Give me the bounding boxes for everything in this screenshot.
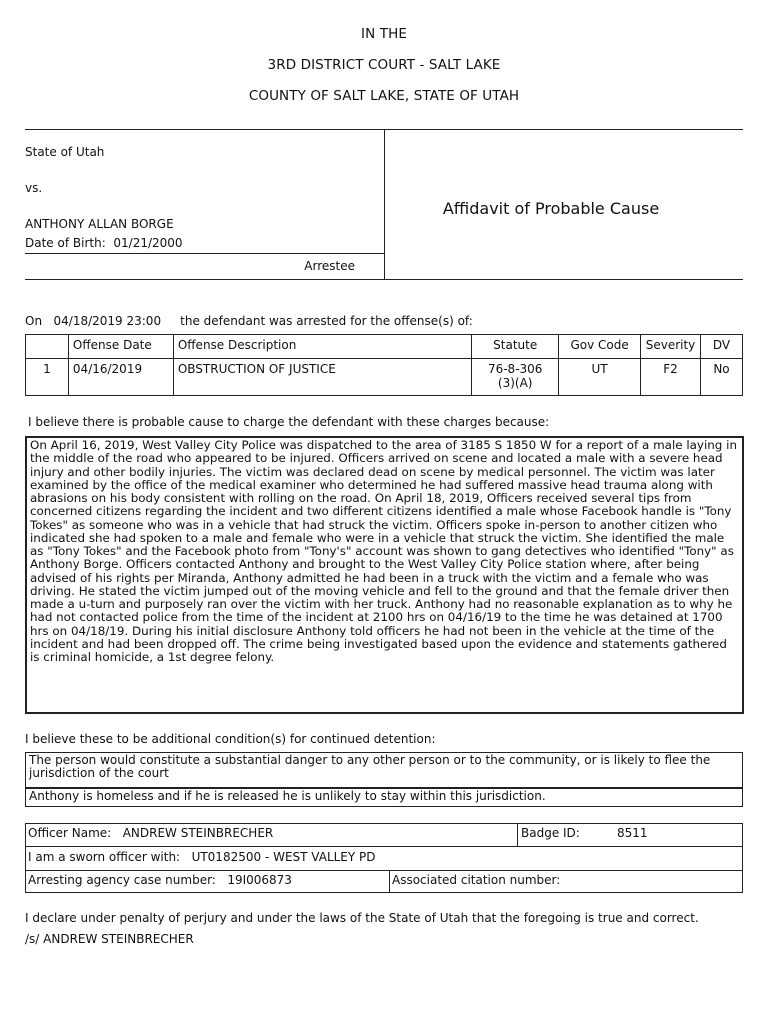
offenses-table bbox=[25, 334, 743, 396]
col-header-dv: DV bbox=[701, 335, 743, 359]
col-header-gov-code: Gov Code bbox=[559, 335, 641, 359]
detention-intro: I believe these to be additional condition(s) for continued detention: bbox=[25, 732, 436, 746]
offense-severity: F2 bbox=[641, 359, 701, 396]
signature: /s/ ANDREW STEINBRECHER bbox=[25, 932, 194, 946]
case-number bbox=[28, 873, 292, 887]
case-number-label: Arresting agency case number: bbox=[28, 873, 216, 887]
document-title: Affidavit of Probable Cause bbox=[442, 199, 660, 218]
arrest-datetime: 04/18/2019 23:00 bbox=[53, 314, 162, 328]
probable-cause-intro: I believe there is probable cause to charge the defendant with these charges because: bbox=[28, 415, 550, 429]
offense-statute: 76-8-306(3)(A) bbox=[472, 359, 559, 396]
col-header-number bbox=[26, 335, 69, 359]
dob-label: Date of Birth: bbox=[25, 236, 106, 250]
offense-gov-code: UT bbox=[559, 359, 641, 396]
officer-name-label: Officer Name: bbox=[28, 826, 112, 840]
col-header-offense-description: Offense Description bbox=[173, 335, 471, 359]
detention-condition-2: Anthony is homeless and if he is released he is unlikely to stay within this jurisdiction. bbox=[25, 788, 743, 807]
col-header-offense-date: Offense Date bbox=[68, 335, 173, 359]
officer-name-value: ANDREW STEINBRECHER bbox=[122, 826, 274, 840]
badge-id-label: Badge ID: bbox=[521, 826, 580, 840]
officer-name bbox=[28, 826, 273, 840]
arrest-suffix: the defendant was arrested for the offense(s) of: bbox=[180, 314, 473, 328]
offense-number: 1 bbox=[26, 359, 69, 396]
case-number-value: 19I006873 bbox=[227, 873, 292, 887]
sworn-officer-label: I am a sworn officer with: bbox=[28, 850, 181, 864]
arrest-prefix: On bbox=[25, 314, 43, 328]
citation-number bbox=[392, 873, 564, 887]
badge-id-value: 8511 bbox=[617, 826, 648, 840]
date-of-birth bbox=[25, 236, 183, 250]
declaration-text: I declare under penalty of perjury and under the laws of the State of Utah that the foregoing is true and correct. bbox=[25, 911, 699, 925]
probable-cause-narrative: On April 16, 2019, West Valley City Police was dispatched to the area of 3185 S 1850 W for a report of a male laying in the middle of the road who appeared to be injured. Officers arrived on scene and located a male with a severe head injury and other bodily injuries. The victim was declared dead on scene by medical personnel. The victim was later examined by the office of the medical examiner who determined he had suffered massive head trauma along with abrasions on his body consistent with rolling on the road. On April 18, 2019, Officers received several tips from concerned citizens regarding the incident and two different citizens identified a male whose Facebook handle is "Tony Tokes" as someone who was in a vehicle that had struck the victim. Officers spoke in-person to another citizen who indicated she had spoken to a male and female who were in a vehicle that struck the victim. She identified the male as "Tony Tokes" and the Facebook photo from "Tony's" account was shown to gang detectives who identified "Tony" as Anthony Borge. Officers contacted Anthony and brought to the West Valley City Police station where, after being advised of his rights per Miranda, Anthony admitted he had been in a truck with the victim and a female who was driving. He stated the victim jumped out of the moving vehicle and fell to the ground and that the female driver then made a u-turn and purposely ran over the victim with her truck. Anthony had no reasonable explanation as to why he had not contacted police from the time of the incident at 2100 hrs on 04/16/19 to the time he was detained at 1700 hrs on 04/18/19. During his initial disclosure Anthony told officers he had not been in the vehicle at the time of the incident and had been dropped off. The crime being investigated based upon the evidence and statements gathered is criminal homicide, a 1st degree felony. bbox=[25, 436, 744, 714]
arrest-statement bbox=[25, 314, 473, 328]
table-header-row bbox=[26, 335, 743, 359]
col-header-severity: Severity bbox=[641, 335, 701, 359]
court-heading-line3: COUNTY OF SALT LAKE, STATE OF UTAH bbox=[248, 88, 520, 104]
offense-dv: No bbox=[701, 359, 743, 396]
court-heading-line1: IN THE bbox=[361, 26, 407, 42]
offense-date: 04/16/2019 bbox=[68, 359, 173, 396]
col-header-statute: Statute bbox=[472, 335, 559, 359]
arrestee-label: Arrestee bbox=[304, 259, 355, 273]
versus-label: vs. bbox=[25, 181, 43, 195]
sworn-officer bbox=[28, 850, 376, 864]
defendant-name: ANTHONY ALLAN BORGE bbox=[25, 217, 174, 231]
citation-number-label: Associated citation number: bbox=[392, 873, 561, 887]
table-row bbox=[26, 359, 743, 396]
offense-description: OBSTRUCTION OF JUSTICE bbox=[173, 359, 471, 396]
sworn-officer-agency: UT0182500 - WEST VALLEY PD bbox=[191, 850, 376, 864]
detention-condition-1: The person would constitute a substantial danger to any other person or to the community, or is likely to flee the jurisdiction of the court bbox=[25, 752, 743, 788]
plaintiff-name: State of Utah bbox=[25, 145, 105, 159]
court-heading-line2: 3RD DISTRICT COURT - SALT LAKE bbox=[267, 57, 501, 73]
dob-value: 01/21/2000 bbox=[113, 236, 183, 250]
